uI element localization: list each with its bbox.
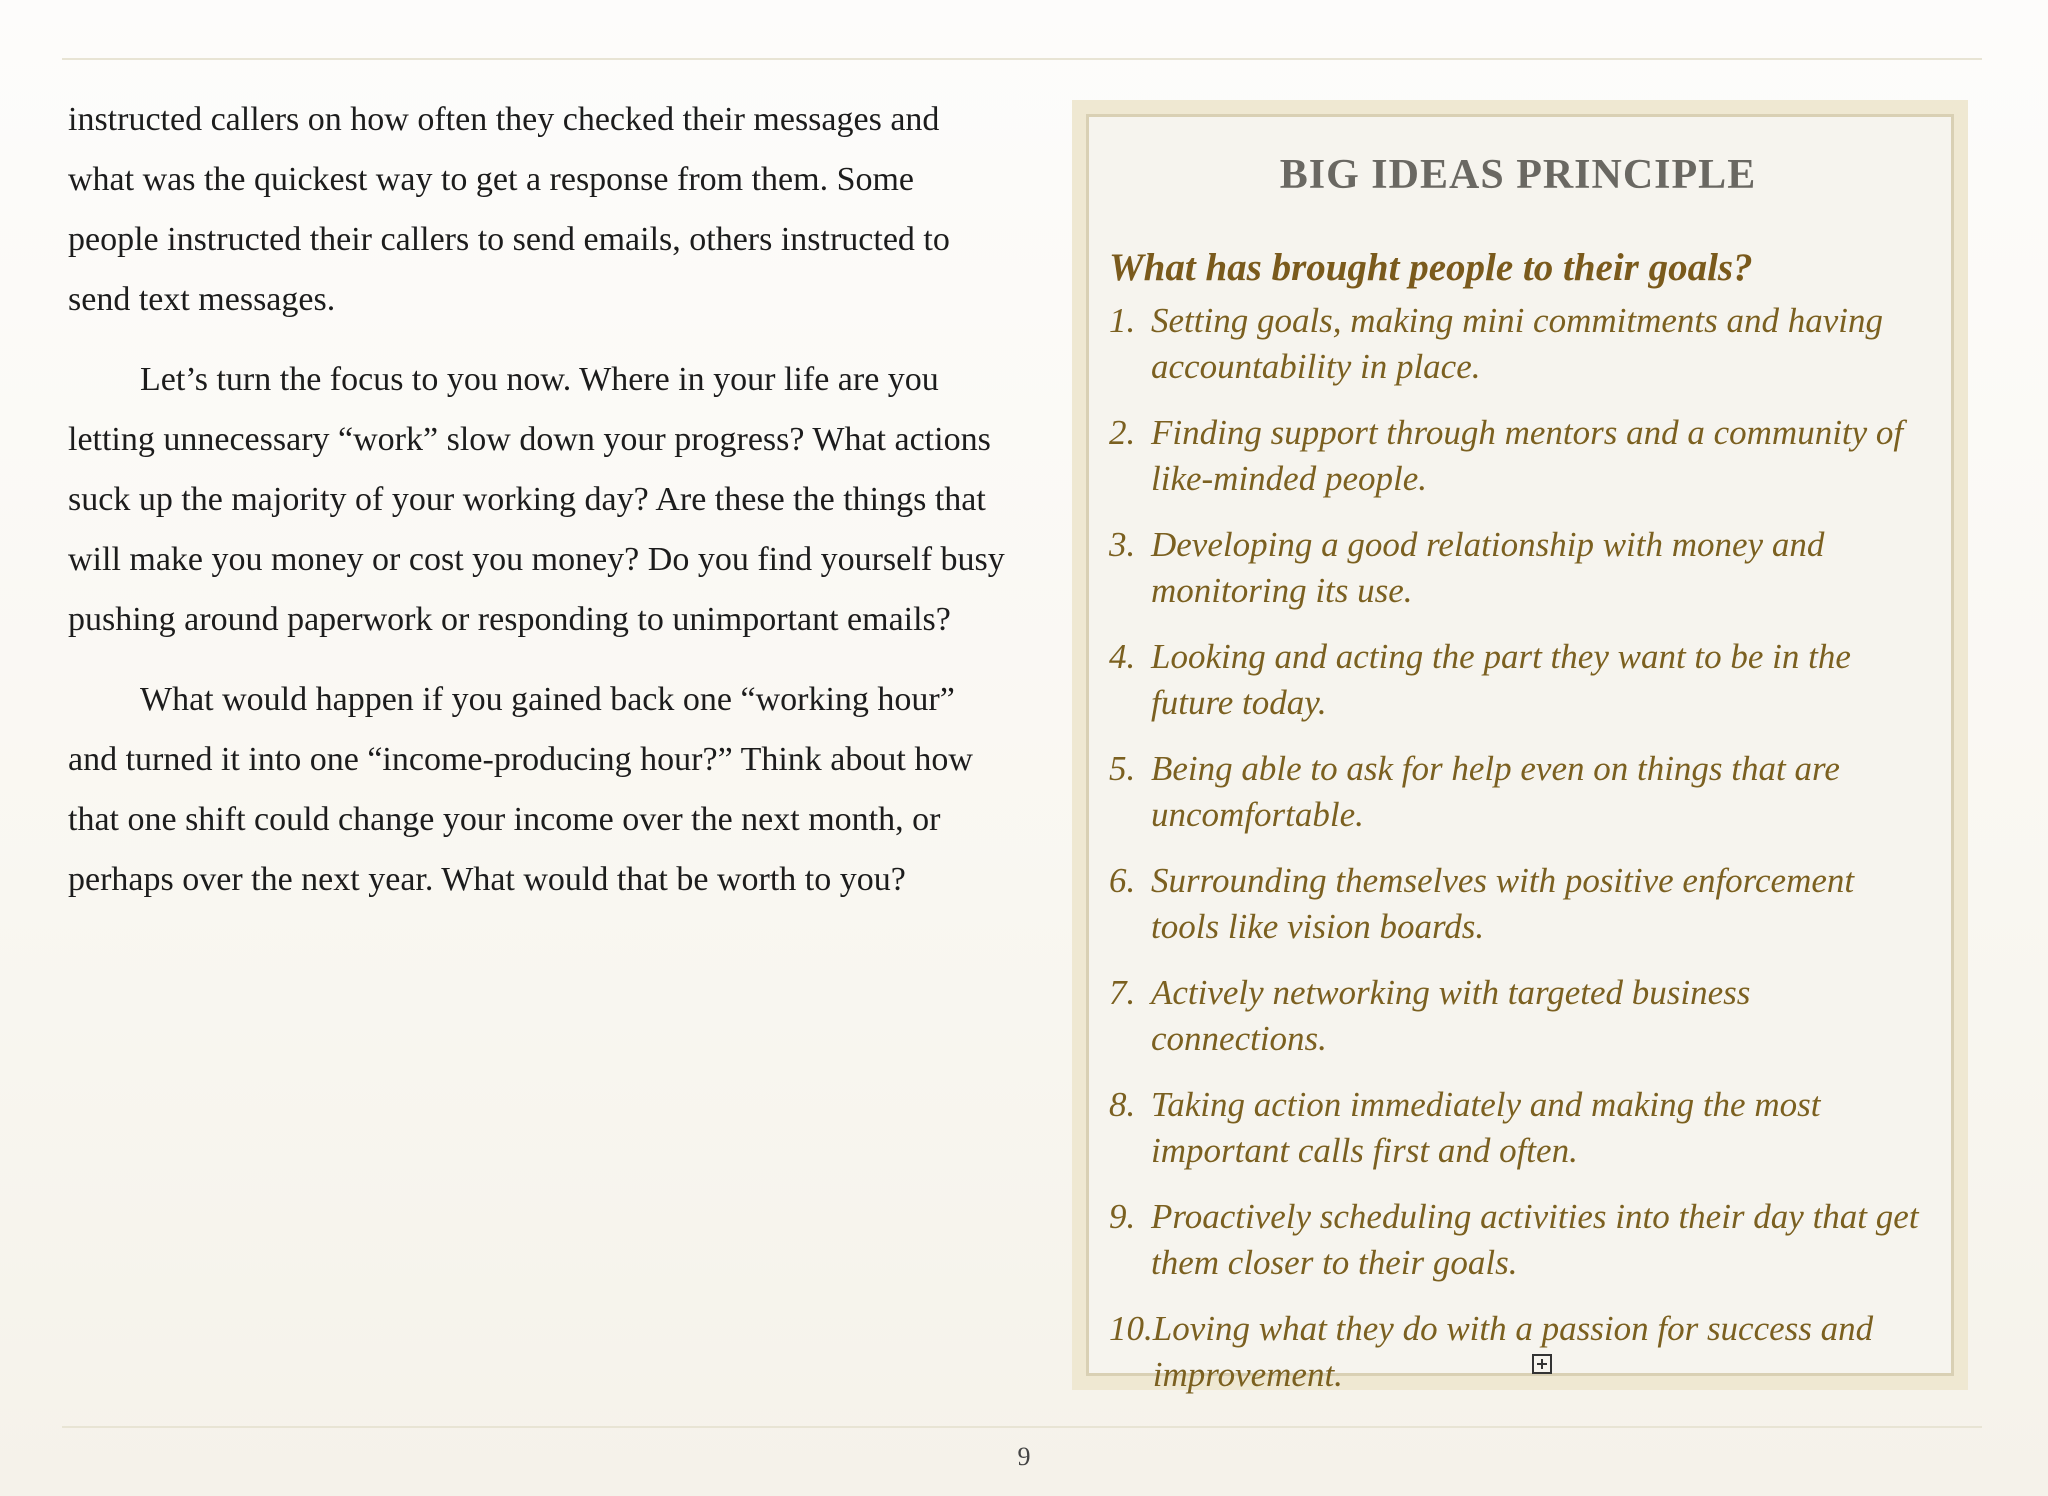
body-paragraph: instructed callers on how often they checked their messages and what was the quickest way to get a response from them. Some people instructed their callers to send emails, others instructed to send text messages. [68, 101, 950, 318]
goal-number: 4. [1109, 637, 1136, 676]
goal-text: Actively networking with targeted business connections. [1151, 973, 1751, 1058]
goal-number: 2. [1109, 413, 1136, 452]
sidebar-question: What has brought people to their goals? [1109, 246, 1753, 289]
goal-item [1109, 298, 1927, 390]
bottom-divider [62, 1426, 1982, 1428]
big-ideas-sidebar [1072, 100, 1968, 1394]
goal-number: 8. [1109, 1085, 1136, 1124]
goal-number: 7. [1109, 973, 1136, 1012]
goal-text: Loving what they do with a passion for success and improvement. [1152, 1309, 1874, 1394]
goal-item [1109, 1306, 1927, 1398]
goal-text: Setting goals, making mini commitments and having accountability in place. [1151, 301, 1884, 386]
goal-list [1109, 298, 1927, 1398]
goal-number: 3. [1109, 525, 1136, 564]
goal-number: 6. [1109, 861, 1136, 900]
goal-text: Being able to ask for help even on things that are uncomfortable. [1151, 749, 1840, 834]
goal-item [1109, 746, 1927, 838]
body-text [68, 90, 1008, 930]
sidebar-title: BIG IDEAS PRINCIPLE [1279, 152, 1757, 198]
goal-number: 9. [1109, 1197, 1136, 1236]
goal-number: 1. [1109, 301, 1136, 340]
goal-number: 10. [1109, 1309, 1153, 1348]
goal-number: 5. [1109, 749, 1136, 788]
goal-item [1109, 522, 1927, 614]
expand-box-icon[interactable] [1532, 1354, 1552, 1374]
goal-text: Looking and acting the part they want to be in the future today. [1151, 637, 1851, 722]
page-number: 9 [1017, 1442, 1031, 1471]
goal-item [1109, 970, 1927, 1062]
goal-item [1109, 858, 1927, 950]
top-divider [62, 58, 1982, 60]
body-paragraph: What would happen if you gained back one “working hour” and turned it into one “income-producing hour?” Think about how that one shift could change your income over the next month, or perhaps over the next year. What would that be worth to you? [68, 681, 973, 898]
goal-item [1109, 410, 1927, 502]
goal-item [1109, 1194, 1927, 1286]
goal-item [1109, 634, 1927, 726]
goal-item [1109, 1082, 1927, 1174]
goal-text: Finding support through mentors and a community of like-minded people. [1151, 413, 1904, 498]
body-paragraph: Let’s turn the focus to you now. Where in your life are you letting unnecessary “work” slow down your progress? What actions suck up the majority of your working day? Are these the things that will make you money or cost you money? Do you find yourself busy pushing around paperwork or responding to unimportant emails? [68, 361, 1005, 638]
goal-text: Surrounding themselves with positive enforcement tools like vision boards. [1151, 861, 1855, 946]
goal-text: Proactively scheduling activities into their day that get them closer to their goals. [1151, 1197, 1919, 1282]
goal-text: Taking action immediately and making the most important calls first and often. [1151, 1085, 1821, 1170]
goal-text: Developing a good relationship with money and monitoring its use. [1151, 525, 1825, 610]
sidebar-box [1086, 114, 1954, 1394]
